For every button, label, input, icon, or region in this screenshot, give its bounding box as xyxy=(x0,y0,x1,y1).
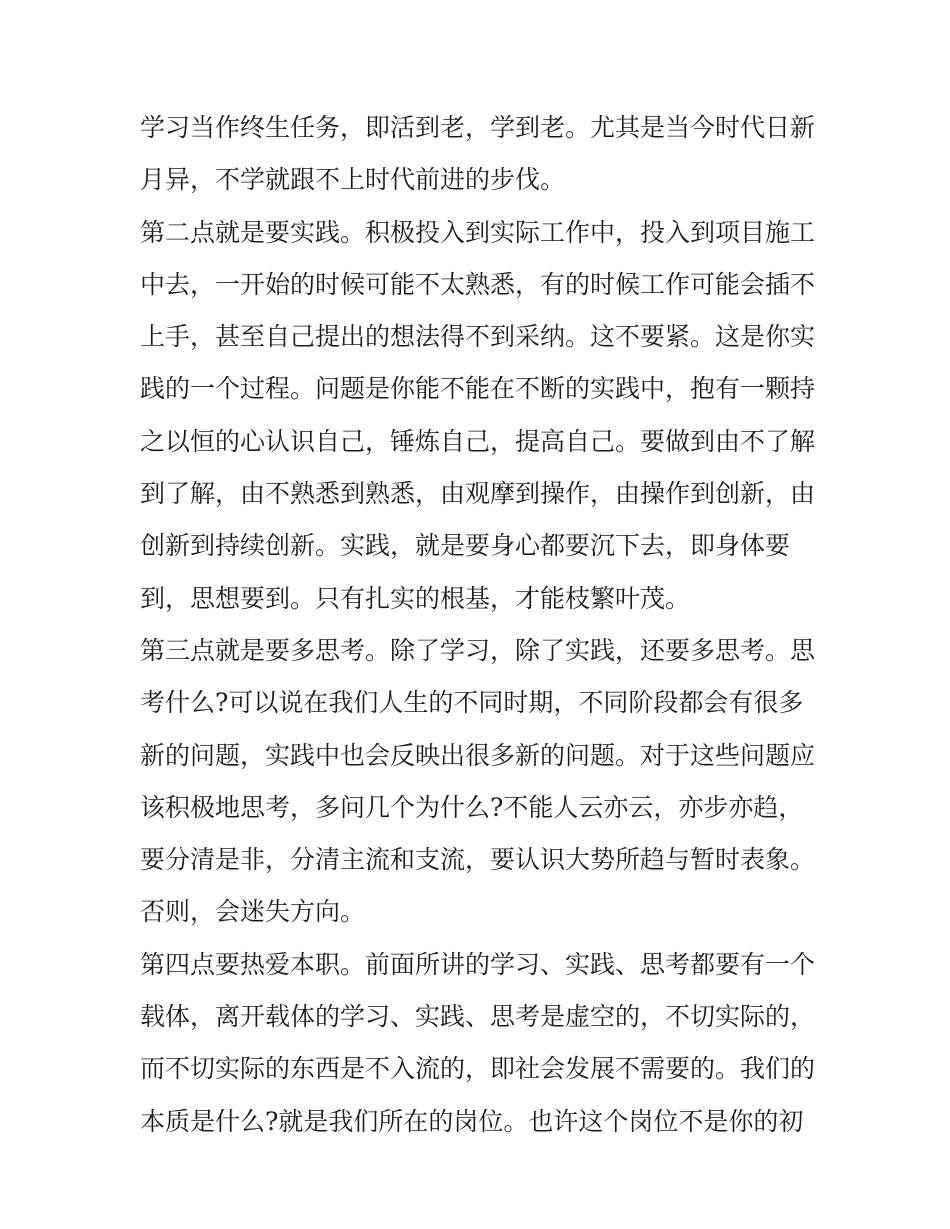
text-line: 要分清是非，分清主流和支流，要认识大势所趋与暂时表象。 xyxy=(140,845,816,875)
text-line: 到了解，由不熟悉到熟悉，由观摩到操作，由操作到创新，由 xyxy=(140,479,816,509)
text-line: 上手，甚至自己提出的想法得不到采纳。这不要紧。这是你实 xyxy=(140,322,816,352)
text-line: 践的一个过程。问题是你能不能在不断的实践中，抱有一颗持 xyxy=(140,374,816,404)
text-line: 载体，离开载体的学习、实践、思考是虚空的，不切实际的， xyxy=(140,1002,816,1032)
text-line: 到，思想要到。只有扎实的根基，才能枝繁叶茂。 xyxy=(140,583,691,613)
text-line: 否则，会迷失方向。 xyxy=(140,897,366,927)
body-text xyxy=(140,102,840,1148)
text-line: 创新到持续创新。实践，就是要身心都要沉下去，即身体要 xyxy=(140,531,791,561)
text-line: 第二点就是要实践。积极投入到实际工作中，投入到项目施工 xyxy=(140,217,816,247)
text-line: 第三点就是要多思考。除了学习，除了实践，还要多思考。思 xyxy=(140,635,816,665)
text-line: 月异，不学就跟不上时代前进的步伐。 xyxy=(140,165,566,195)
text-line: 中去，一开始的时候可能不太熟悉，有的时候工作可能会插不 xyxy=(140,269,816,299)
text-line: 新的问题，实践中也会反映出很多新的问题。对于这些问题应 xyxy=(140,740,816,770)
text-line: 该积极地思考，多问几个为什么?不能人云亦云，亦步亦趋， xyxy=(140,792,804,822)
text-line: 学习当作终生任务，即活到老，学到老。尤其是当今时代日新 xyxy=(140,113,816,142)
text-line: 而不切实际的东西是不入流的，即社会发展不需要的。我们的 xyxy=(140,1054,816,1084)
text-line: 本质是什么?就是我们所在的岗位。也许这个岗位不是你的初 xyxy=(140,1106,804,1136)
text-line: 考什么?可以说在我们人生的不同时期，不同阶段都会有很多 xyxy=(140,688,804,718)
text-line: 第四点要热爱本职。前面所讲的学习、实践、思考都要有一个 xyxy=(140,949,816,979)
text-line: 之以恒的心认识自己，锤炼自己，提高自己。要做到由不了解 xyxy=(140,426,816,456)
